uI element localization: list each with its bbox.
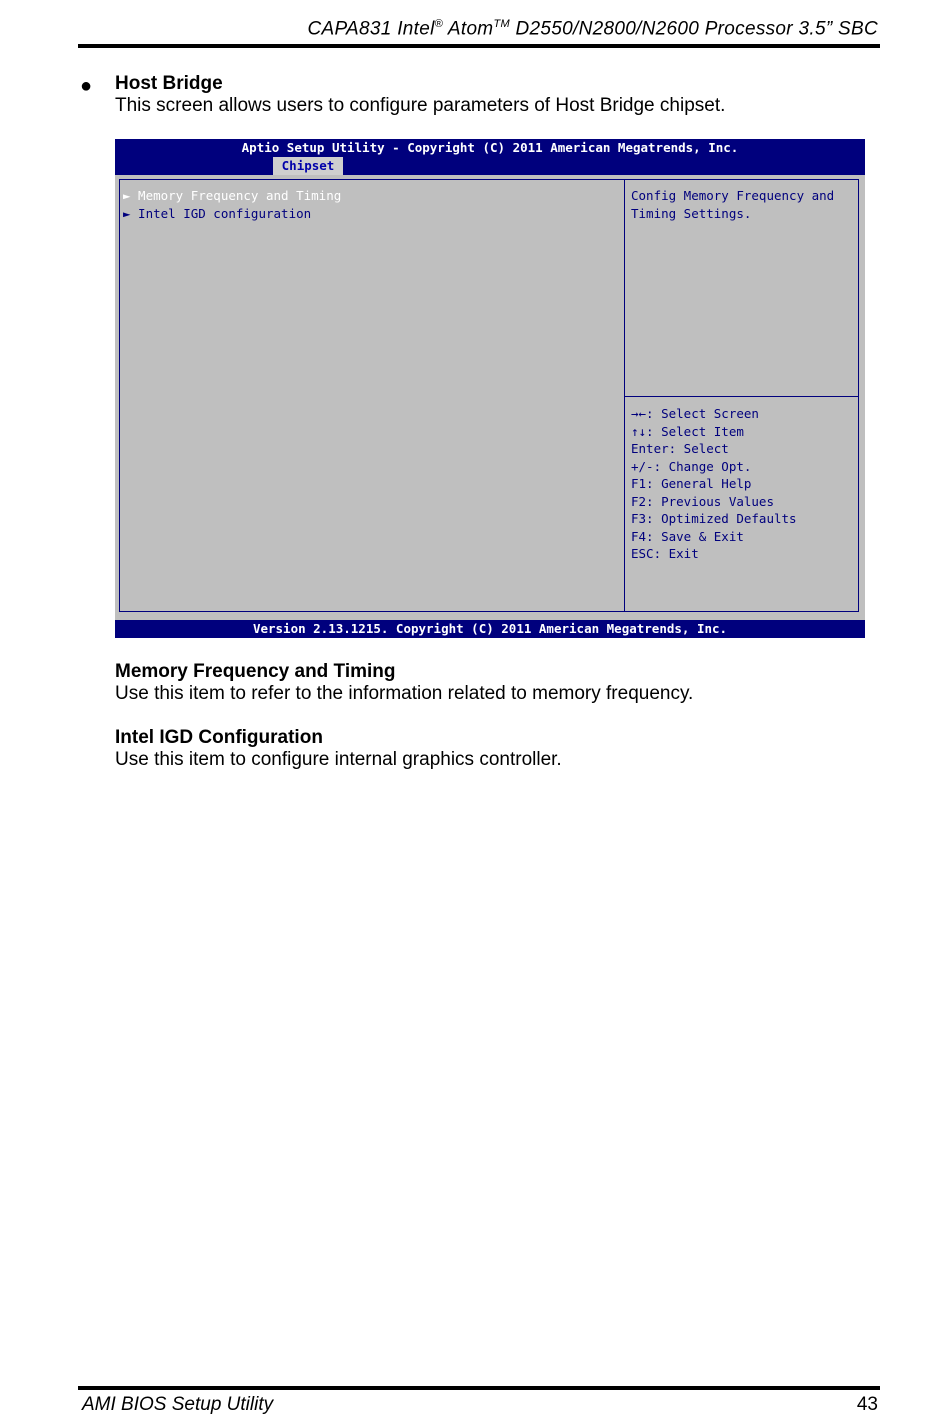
header-text-3: D2550/N2800/N2600 Processor 3.5” SBC <box>509 18 878 40</box>
bios-menu <box>123 187 341 222</box>
tab-chipset[interactable]: Chipset <box>273 157 343 175</box>
trademark-mark: TM <box>493 18 510 30</box>
footer-title: AMI BIOS Setup Utility <box>82 1394 274 1415</box>
bios-horizontal-divider <box>625 396 859 397</box>
header-text-2: Atom <box>443 18 494 40</box>
header-text-1: CAPA831 Intel <box>307 18 435 40</box>
item-title-intel-igd: Intel IGD Configuration <box>115 727 323 748</box>
bios-screenshot <box>115 139 865 638</box>
footer-rule <box>78 1386 880 1390</box>
menu-item-memory-frequency[interactable]: ► Memory Frequency and Timing <box>123 188 342 203</box>
key-f1: F1: General Help <box>631 476 752 491</box>
key-f4: F4: Save & Exit <box>631 528 744 544</box>
item-title-memory-frequency: Memory Frequency and Timing <box>115 661 396 682</box>
key-select-item: ↑↓: Select Item <box>631 423 744 439</box>
key-f3: F3: Optimized Defaults <box>631 511 797 526</box>
bios-status-bar: Version 2.13.1215. Copyright (C) 2011 American Megatrends, Inc. <box>115 620 865 638</box>
page-header <box>80 18 878 40</box>
page-number: 43 <box>856 1394 878 1415</box>
key-esc: ESC: Exit <box>631 546 699 561</box>
bios-title: Aptio Setup Utility - Copyright (C) 2011 American Megatrends, Inc. <box>241 140 739 155</box>
section-title: Host Bridge <box>115 73 223 94</box>
menu-item-intel-igd[interactable]: ► Intel IGD configuration <box>123 205 312 221</box>
help-line: Timing Settings. <box>631 205 752 221</box>
key-select-screen: →←: Select Screen <box>631 406 759 421</box>
bullet-icon: ● <box>80 75 93 97</box>
header-rule <box>78 44 880 48</box>
bios-help-panel <box>631 187 853 222</box>
help-line: Config Memory Frequency and <box>631 188 835 203</box>
item-description-memory-frequency: Use this item to refer to the information related to memory frequency. <box>115 683 694 704</box>
key-f2: F2: Previous Values <box>631 493 774 509</box>
item-description-intel-igd: Use this item to configure internal graphics controller. <box>115 749 562 770</box>
key-enter: Enter: Select <box>631 441 729 456</box>
bios-key-legend <box>631 405 853 563</box>
section-description: This screen allows users to configure parameters of Host Bridge chipset. <box>115 95 726 116</box>
registered-mark: ® <box>434 18 444 30</box>
key-change-opt: +/-: Change Opt. <box>631 458 752 474</box>
